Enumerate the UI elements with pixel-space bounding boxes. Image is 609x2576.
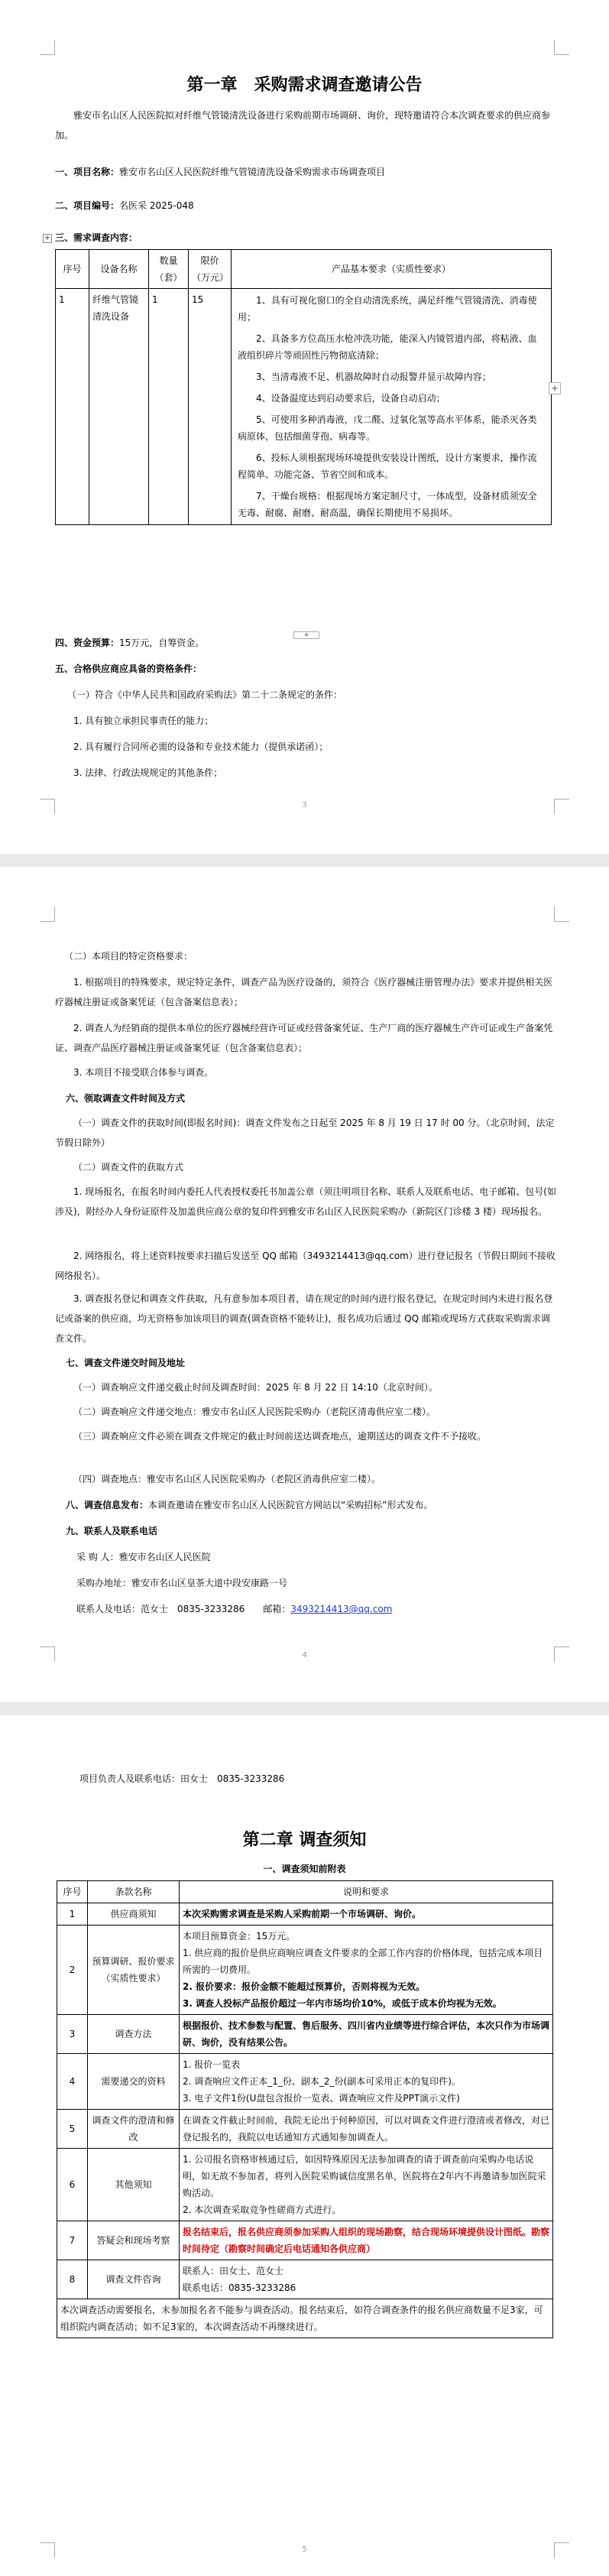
- paragraph: 1. 根据项目的特殊要求，规定特定条件，调查产品为医疗设备的，须符合《医疗器械注册管理办法》要求并提供相关医疗器械注册证或备案凭证（包含备案信息表）；: [55, 977, 553, 1007]
- cell-device-name: 纤维气管镜清洗设备: [89, 289, 149, 525]
- requirement-item: 2、具备多方位高压水枪冲洗功能，能深入内镜管道内部，将粘液、血液组织碎片等顽固性污物彻底清除；: [238, 333, 537, 361]
- contact-text: 联系人及电话：范女士 0835-3233286 邮箱：: [76, 1604, 291, 1614]
- paragraph: （二）调查响应文件递交地点：雅安市名山区人民医院采购办（老院区清毒供应室二楼）。: [73, 1406, 436, 1417]
- cell-no: 1: [57, 1903, 88, 1926]
- header-cell: 序号: [56, 250, 89, 289]
- desc-line: 2. 调查响应文件正本_1_份、副本_2_份(副本可采用正本的复印件)。: [183, 2076, 461, 2087]
- paragraph: （一）调查文件的获取时间(即报名时间)：调查文件发布之日起至 2025 年 8 月 19 日 17 时 00 分。（北京时间，法定节假日除外）: [55, 1118, 555, 1148]
- paragraph: （三）调查响应文件必须在调查文件规定的截止时间前送达调查地点，逾期送达的调查文件不予接收。: [73, 1431, 487, 1442]
- cell-desc: [180, 2149, 553, 2221]
- cell-requirements: [232, 289, 552, 525]
- paragraph: 2. 网络报名，将上述资料按要求扫描后发送至 QQ 邮箱（3493214413@qq.com）进行登记报名（节假日期间不接收网络报名）。: [55, 1251, 556, 1281]
- contact-line: 采 购 人：雅安市名山区人民医院: [76, 1552, 211, 1562]
- cell-no: 8: [57, 2260, 88, 2299]
- table-title: 一、调查须知前附表: [263, 1864, 346, 1874]
- requirement-item: 3、当清毒液不足、机器故障时自动报警并显示故障内容；: [256, 371, 491, 382]
- cell-desc: [180, 2260, 553, 2299]
- paragraph: （二）本项目的特定资格要求：: [64, 951, 193, 962]
- requirement-item: 1、具有可视化窗口的全自动清洗系统，满足纤维气管镜清洗、消毒使用；: [238, 295, 537, 323]
- cell-no: 4: [57, 2054, 88, 2110]
- qualification-item: 1. 具有独立承担民事责任的能力；: [73, 715, 214, 726]
- desc-line: 2. 本次调查采取竞争性磋商方式进行。: [183, 2205, 342, 2215]
- qualification-item: （一）符合《中华人民共和国政府采购法》第二十二条规定的条件：: [67, 689, 343, 700]
- intro-paragraph: 雅安市名山区人民医院拟对纤维气管镜清洗设备进行采购前期市场调研、询价，现特邀请符合本次调查要求的供应商参加。: [55, 110, 551, 141]
- paragraph: （四）调查地点：雅安市名山区人民医院采购办（老院区消毒供应室二楼）。: [73, 1474, 381, 1484]
- header-cell: 序号: [57, 1881, 88, 1903]
- cell-clause: 预算调研、报价要求（实质性要求）: [88, 1926, 180, 2015]
- cell-no: 1: [56, 289, 89, 525]
- section-label: 四、资金预算：: [55, 638, 120, 648]
- table-row: [57, 1903, 553, 1926]
- cell-desc: [180, 2054, 553, 2110]
- page-number: 3: [302, 801, 307, 809]
- header-cell: 说明和要求: [180, 1881, 553, 1903]
- chapter-title: 第二章 调查须知: [242, 1830, 367, 1850]
- crop-mark: [40, 907, 55, 922]
- requirement-item: 7、干燥台规格：根据现场方案定制尺寸，一体成型，设备材质须安全无毒、耐腐、耐磨、耐高温，确保长期使用不易损坏。: [238, 491, 537, 518]
- page-number: 5: [302, 2545, 307, 2554]
- project-name: 雅安市名山区人民医院纤维气管镜清洗设备采购需求市场调查项目: [119, 167, 386, 177]
- email-link[interactable]: 3493214413@qq.com: [290, 1604, 393, 1614]
- crop-mark: [554, 40, 569, 55]
- crop-mark: [40, 40, 55, 55]
- cell-clause: 答疑会和现场考察: [88, 2221, 180, 2260]
- desc-line: 1. 供应商的报价是供应商响应调查文件要求的全部工作内容的价格体现，包括完成本项目所需的一切费用。: [183, 1948, 543, 1975]
- table-row: [57, 2054, 553, 2110]
- table-row: [57, 2299, 553, 2338]
- desc-line: 联系电话：0835-3233286: [183, 2282, 296, 2293]
- crop-mark: [554, 907, 569, 922]
- cell-desc: 本次采购需求调查是采购人采购前期一个市场调研、询价。: [180, 1903, 553, 1926]
- table-row: [57, 2260, 553, 2299]
- section-label: 八、调查信息发布：: [66, 1500, 149, 1510]
- cell-clause: 需要递交的资料: [88, 2054, 180, 2110]
- cell-no: 2: [57, 1926, 88, 2015]
- cell-desc: 在调查文件截止时间前，我院无论出于何种原因，可以对调查文件进行澄清或者修改，对已登记报名的，我院以电话通知方式通知参加调查人。: [180, 2110, 553, 2149]
- cell-desc: 报名结束后，报名供应商须参加采购人组织的现场勘察，结合现场环境提供设计图纸。勘察时间待定（勘察时间确定后电话通知各供应商）: [180, 2221, 553, 2260]
- qualification-item: 2. 具有履行合同所必需的设备和专业技术能力（提供承诺函）；: [73, 741, 329, 752]
- cell-footer-note: 本次调查活动需要报名，未参加报名者不能参与调查活动。报名结束后，如符合调查条件的报名供应商数量不足3家，可组织院内调查活动；如不足3家的，本次调查活动不再继续进行。: [57, 2299, 553, 2338]
- contact-line: [76, 1599, 392, 1619]
- section-label: 七、调查文件递交时间及地址: [66, 1358, 186, 1368]
- header-cell: 条款名称: [88, 1881, 180, 1903]
- cell-clause: 调查文件咨询: [88, 2260, 180, 2299]
- qualification-item: 3. 法律、行政法规规定的其他条件；: [73, 767, 223, 778]
- desc-line: 3. 调查人投标产品报价超过一年内市场均价10%，或低于成本价均视为无效。: [183, 1998, 502, 2009]
- cell-clause: 其他须知: [88, 2149, 180, 2221]
- requirements-table: [55, 249, 552, 525]
- project-number-line: [55, 196, 556, 216]
- table-row: [57, 2221, 553, 2260]
- requirement-item: 4、设备温度达到启动要求后，设备自动启动；: [256, 393, 445, 404]
- paragraph: 3. 本项目不接受联合体参与调查。: [73, 1067, 214, 1078]
- cell-no: 6: [57, 2149, 88, 2221]
- cell-qty: 1: [149, 289, 189, 525]
- project-name-line: [55, 162, 556, 182]
- desc-line: 2. 报价要求：报价金额不能超过预算价，否则将视为无效。: [183, 1981, 426, 1992]
- document-page-3: [0, 1715, 609, 2576]
- section-label: 九、联系人及联系电话: [66, 1526, 158, 1536]
- chapter-title: 第一章 采购需求调查邀请公告: [186, 75, 423, 95]
- desc-line: 本项目预算资金：15万元。: [183, 1931, 296, 1942]
- header-cell: 限价（万元）: [189, 250, 232, 289]
- project-contact-line: 项目负责人及联系电话：田女士 0835-3233286: [79, 1773, 285, 1784]
- cell-desc: 根据报价、技术参数与配置、售后服务、四川省内业绩等进行综合评估，本次只作为市场调研、询价，没有结果公告。: [180, 2015, 553, 2054]
- requirement-item: 5、可使用多种消毒液，戊二醛、过氧化氢等高水平体系，能杀灭各类病原体，包括细菌芽孢、病毒等。: [238, 414, 537, 442]
- cell-desc: [180, 1926, 553, 2015]
- paragraph: 3. 调查报名登记和调查文件获取，凡有意参加本项目者，请在规定的时间内进行报名登记，在规定时间内未进行报名登记或备案的供应商，均无资格参加该项目的调查(调查资格不能转让)，报名成功后通过 QQ 邮箱或现场方式获取采购需求调查文件。: [55, 1293, 553, 1344]
- add-column-icon[interactable]: +: [549, 382, 561, 394]
- desc-line: 联系人：田女士、范女士: [183, 2266, 284, 2276]
- cell-clause: 调查方法: [88, 2015, 180, 2054]
- cell-no: 5: [57, 2110, 88, 2149]
- table-row: [57, 2110, 553, 2149]
- table-anchor-icon[interactable]: +: [44, 234, 51, 242]
- paragraph: 1. 现场报名，在报名时间内委托人代表授权委托书加盖公章（须注明项目名称、联系人及联系电话、电子邮箱、包号(如涉及)，附经办人身份证原件及加盖供应商公章的复印件到雅安市名山区人民医院采购办（新院区门诊楼 3 楼）现场报名。: [55, 1186, 556, 1217]
- table-header-row: [56, 250, 552, 289]
- project-number: 名医采 2025-048: [119, 200, 194, 211]
- section-label: 六、领取调查文件时间及方式: [66, 1093, 186, 1104]
- table-row: [57, 2015, 553, 2054]
- paragraph: （一）调查响应文件递交截止时间及调查时间：2025 年 8 月 22 日 14:10（北京时间）。: [73, 1382, 438, 1393]
- instructions-table: [57, 1880, 553, 2338]
- header-cell: 设备名称: [89, 250, 149, 289]
- section-label: 三、需求调查内容：: [55, 232, 138, 243]
- table-row: [57, 1926, 553, 2015]
- paragraph: 2. 调查人为经销商的提供本单位的医疗器械经营许可证或经营备案凭证、生产厂商的医疗器械生产许可证或生产备案凭证、调查产品医疗器械注册证或备案凭证（包含备案信息表）；: [55, 1023, 553, 1053]
- cell-no: 7: [57, 2221, 88, 2260]
- publish-text: 本调查邀请在雅安市名山区人民医院官方网站以“采购招标”形式发布。: [148, 1500, 433, 1510]
- cell-no: 3: [57, 2015, 88, 2054]
- table-resize-handle-icon[interactable]: +: [293, 631, 319, 639]
- desc-line: 1. 报价一览表: [183, 2059, 241, 2070]
- page-number: 4: [302, 1651, 307, 1659]
- header-cell: 数量（套）: [149, 250, 189, 289]
- table-header-row: [57, 1881, 553, 1903]
- desc-line: 1. 公司报名资格审核通过后，如因特殊原因无法参加调查的请于调查前向采购办电话说明，如无故不参加者，将列入医院采购诚信度黑名单，医院将在2年内不再邀请参加医院采购活动。: [183, 2154, 546, 2198]
- cell-clause: 供应商须知: [88, 1903, 180, 1926]
- paragraph: （二）调查文件的获取方式: [73, 1162, 184, 1173]
- cell-price: 15: [189, 289, 232, 525]
- section-label: 五、合格供应商应具备的资格条件：: [55, 663, 202, 674]
- requirement-item: 6、投标人须根据现场环境提供安装设计图纸，设计方案要求，操作流程简单、功能完备、节省空间和成本。: [238, 453, 537, 480]
- cell-clause: 调查文件的澄清和修改: [88, 2110, 180, 2149]
- table-row: [57, 2149, 553, 2221]
- publish-line: [66, 1495, 555, 1515]
- header-cell: 产品基本要求（实质性要求）: [232, 250, 552, 289]
- document-page-1: [0, 0, 609, 854]
- budget-text: 15万元，自筹资金。: [119, 638, 205, 648]
- desc-line: 3. 电子文件1份(U盘包含报价一览表、调查响应文件及PPT演示文件): [183, 2093, 460, 2104]
- section-label: 一、项目名称：: [55, 167, 120, 177]
- table-row: [56, 289, 552, 525]
- section-label: 二、项目编号：: [55, 200, 120, 211]
- document-page-2: [0, 867, 609, 1702]
- contact-line: 采购办地址：雅安市名山区皇茶大道中段安康路一号: [76, 1578, 288, 1588]
- budget-line: [55, 633, 556, 653]
